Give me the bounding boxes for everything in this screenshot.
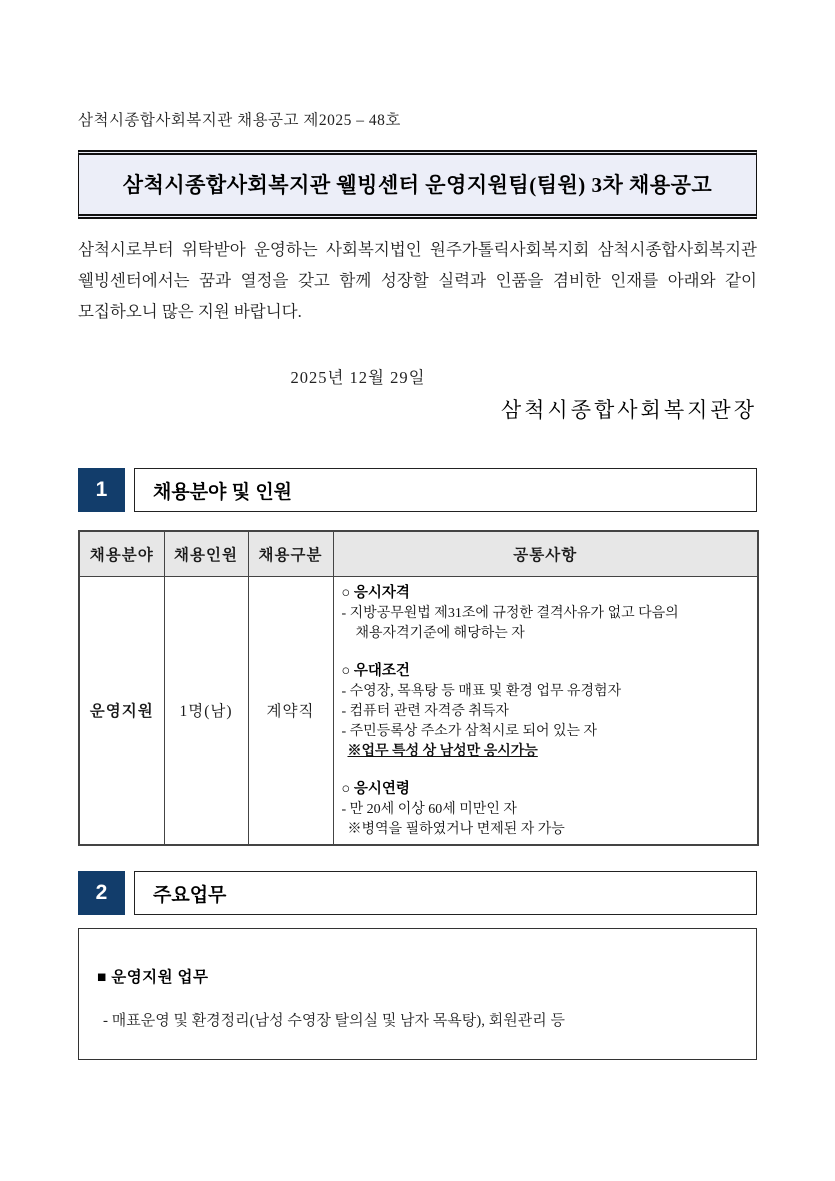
duties-heading: ■ 운영지원 업무 — [97, 969, 209, 986]
preference-heading: ○ 우대조건 — [341, 662, 410, 679]
preference-item: - 수영장, 목욕탕 등 매표 및 환경 업무 유경험자 — [341, 683, 622, 699]
cell-type: 계약직 — [248, 576, 333, 845]
section-2-number-badge: 2 — [78, 871, 125, 915]
male-only-note: ※업무 특성 상 남성만 응시가능 — [347, 743, 538, 759]
doc-number-line: 삼척시종합사회복지관 채용공고 제2025 – 48호 — [78, 112, 401, 129]
doc-date: 2025년 12월 29일 — [290, 368, 426, 387]
col-header-field: 채용분야 — [79, 531, 164, 576]
recruit-table — [78, 530, 759, 846]
section-2-header — [78, 871, 757, 915]
section-1-header — [78, 468, 757, 512]
preference-item: - 컴퓨터 관련 자격증 취득자 — [341, 703, 509, 719]
doc-signer: 삼척시종합사회복지관장 — [500, 398, 757, 422]
cell-common-requirements — [333, 576, 758, 845]
cell-count: 1명(남) — [164, 576, 248, 845]
preference-item: - 주민등록상 주소가 삼척시로 되어 있는 자 — [341, 723, 598, 739]
doc-title-band: 삼척시종합사회복지관 웰빙센터 운영지원팀(팀원) 3차 채용공고 — [78, 150, 757, 219]
section-1-title: 채용분야 및 인원 — [134, 468, 757, 512]
section-2-title: 주요업무 — [134, 871, 757, 915]
age-item: - 만 20세 이상 60세 미만인 자 — [341, 801, 517, 817]
age-heading: ○ 응시연령 — [341, 780, 410, 797]
col-header-common: 공통사항 — [333, 531, 758, 576]
section-1-number-badge: 1 — [78, 468, 125, 512]
duties-box — [78, 928, 757, 1060]
table-row — [79, 576, 758, 845]
duties-item: - 매표운영 및 환경정리(남성 수영장 탈의실 및 남자 목욕탕), 회원관리 등 — [103, 1013, 565, 1029]
spacer — [342, 644, 750, 661]
col-header-count: 채용인원 — [164, 531, 248, 576]
qualification-heading: ○ 응시자격 — [341, 584, 410, 601]
col-header-type: 채용구분 — [248, 531, 333, 576]
table-header-row — [79, 531, 758, 576]
qualification-item: - 지방공무원법 제31조에 규정한 결격사유가 없고 다음의 채용자격기준에 해당하는 자 — [341, 605, 679, 641]
intro-paragraph: 삼척시로부터 위탁받아 운영하는 사회복지법인 원주가톨릭사회복지회 삼척시종합사회복지관 웰빙센터에서는 꿈과 열정을 갖고 함께 성장할 실력과 인품을 겸비한 인재를 아래와 같이 모집하오니 많은 지원 바랍니다. — [78, 240, 757, 321]
cell-field: 운영지원 — [79, 576, 164, 845]
spacer — [342, 762, 750, 779]
military-service-note: ※병역을 필하였거나 면제된 자 가능 — [347, 821, 565, 837]
